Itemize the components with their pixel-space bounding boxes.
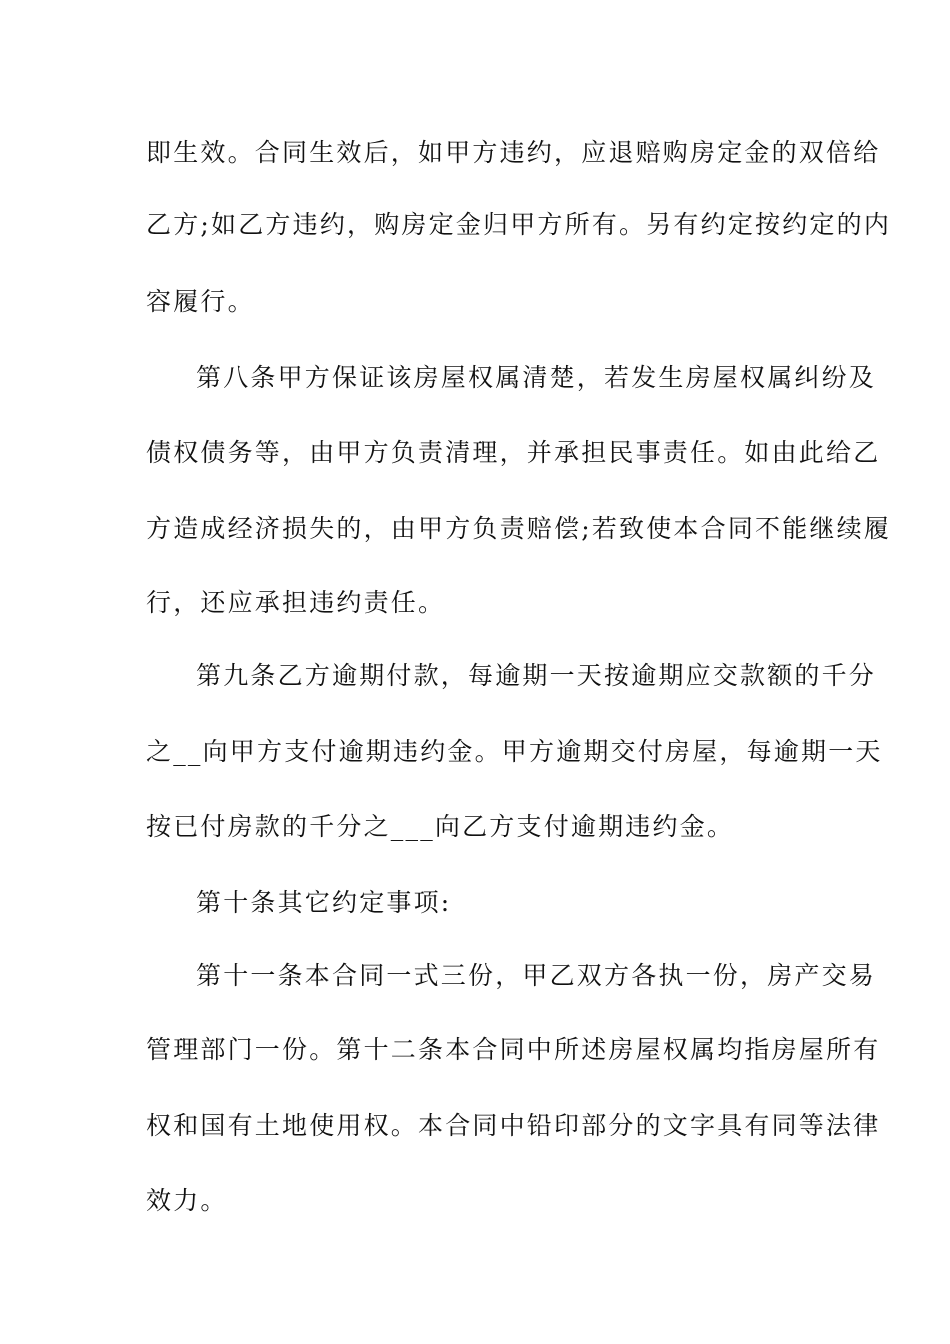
text-line: 方造成经济损失的，由甲方负责赔偿;若致使本合同不能继续履 [146, 514, 892, 543]
text-line: 即生效。合同生效后，如甲方违约，应退赔购房定金的双倍给 [146, 138, 881, 167]
text-line: 乙方;如乙方违约，购房定金归甲方所有。另有约定按约定的内 [146, 210, 892, 239]
text-line: 权和国有土地使用权。本合同中铅印部分的文字具有同等法律 [146, 1111, 881, 1140]
paragraph-line-article-10: 第十条其它约定事项: [196, 888, 452, 917]
text-line: 债权债务等，由甲方负责清理，并承担民事责任。如由此给乙 [146, 438, 881, 467]
text-line: 管理部门一份。第十二条本合同中所述房屋权属均指房屋所有 [146, 1035, 881, 1064]
paragraph-line-article-11: 第十一条本合同一式三份，甲乙双方各执一份，房产交易 [196, 961, 877, 990]
text-line: 之__向甲方支付逾期违约金。甲方逾期交付房屋，每逾期一天 [146, 737, 883, 766]
paragraph-line-article-9: 第九条乙方逾期付款，每逾期一天按逾期应交款额的千分 [196, 661, 877, 690]
text-line: 容履行。 [146, 287, 255, 316]
text-line: 行，还应承担违约责任。 [146, 588, 446, 617]
paragraph-line-article-8: 第八条甲方保证该房屋权属清楚，若发生房屋权属纠纷及 [196, 363, 877, 392]
text-line: 按已付房款的千分之___向乙方支付逾期违约金。 [146, 812, 735, 841]
text-line: 效力。 [146, 1186, 228, 1215]
